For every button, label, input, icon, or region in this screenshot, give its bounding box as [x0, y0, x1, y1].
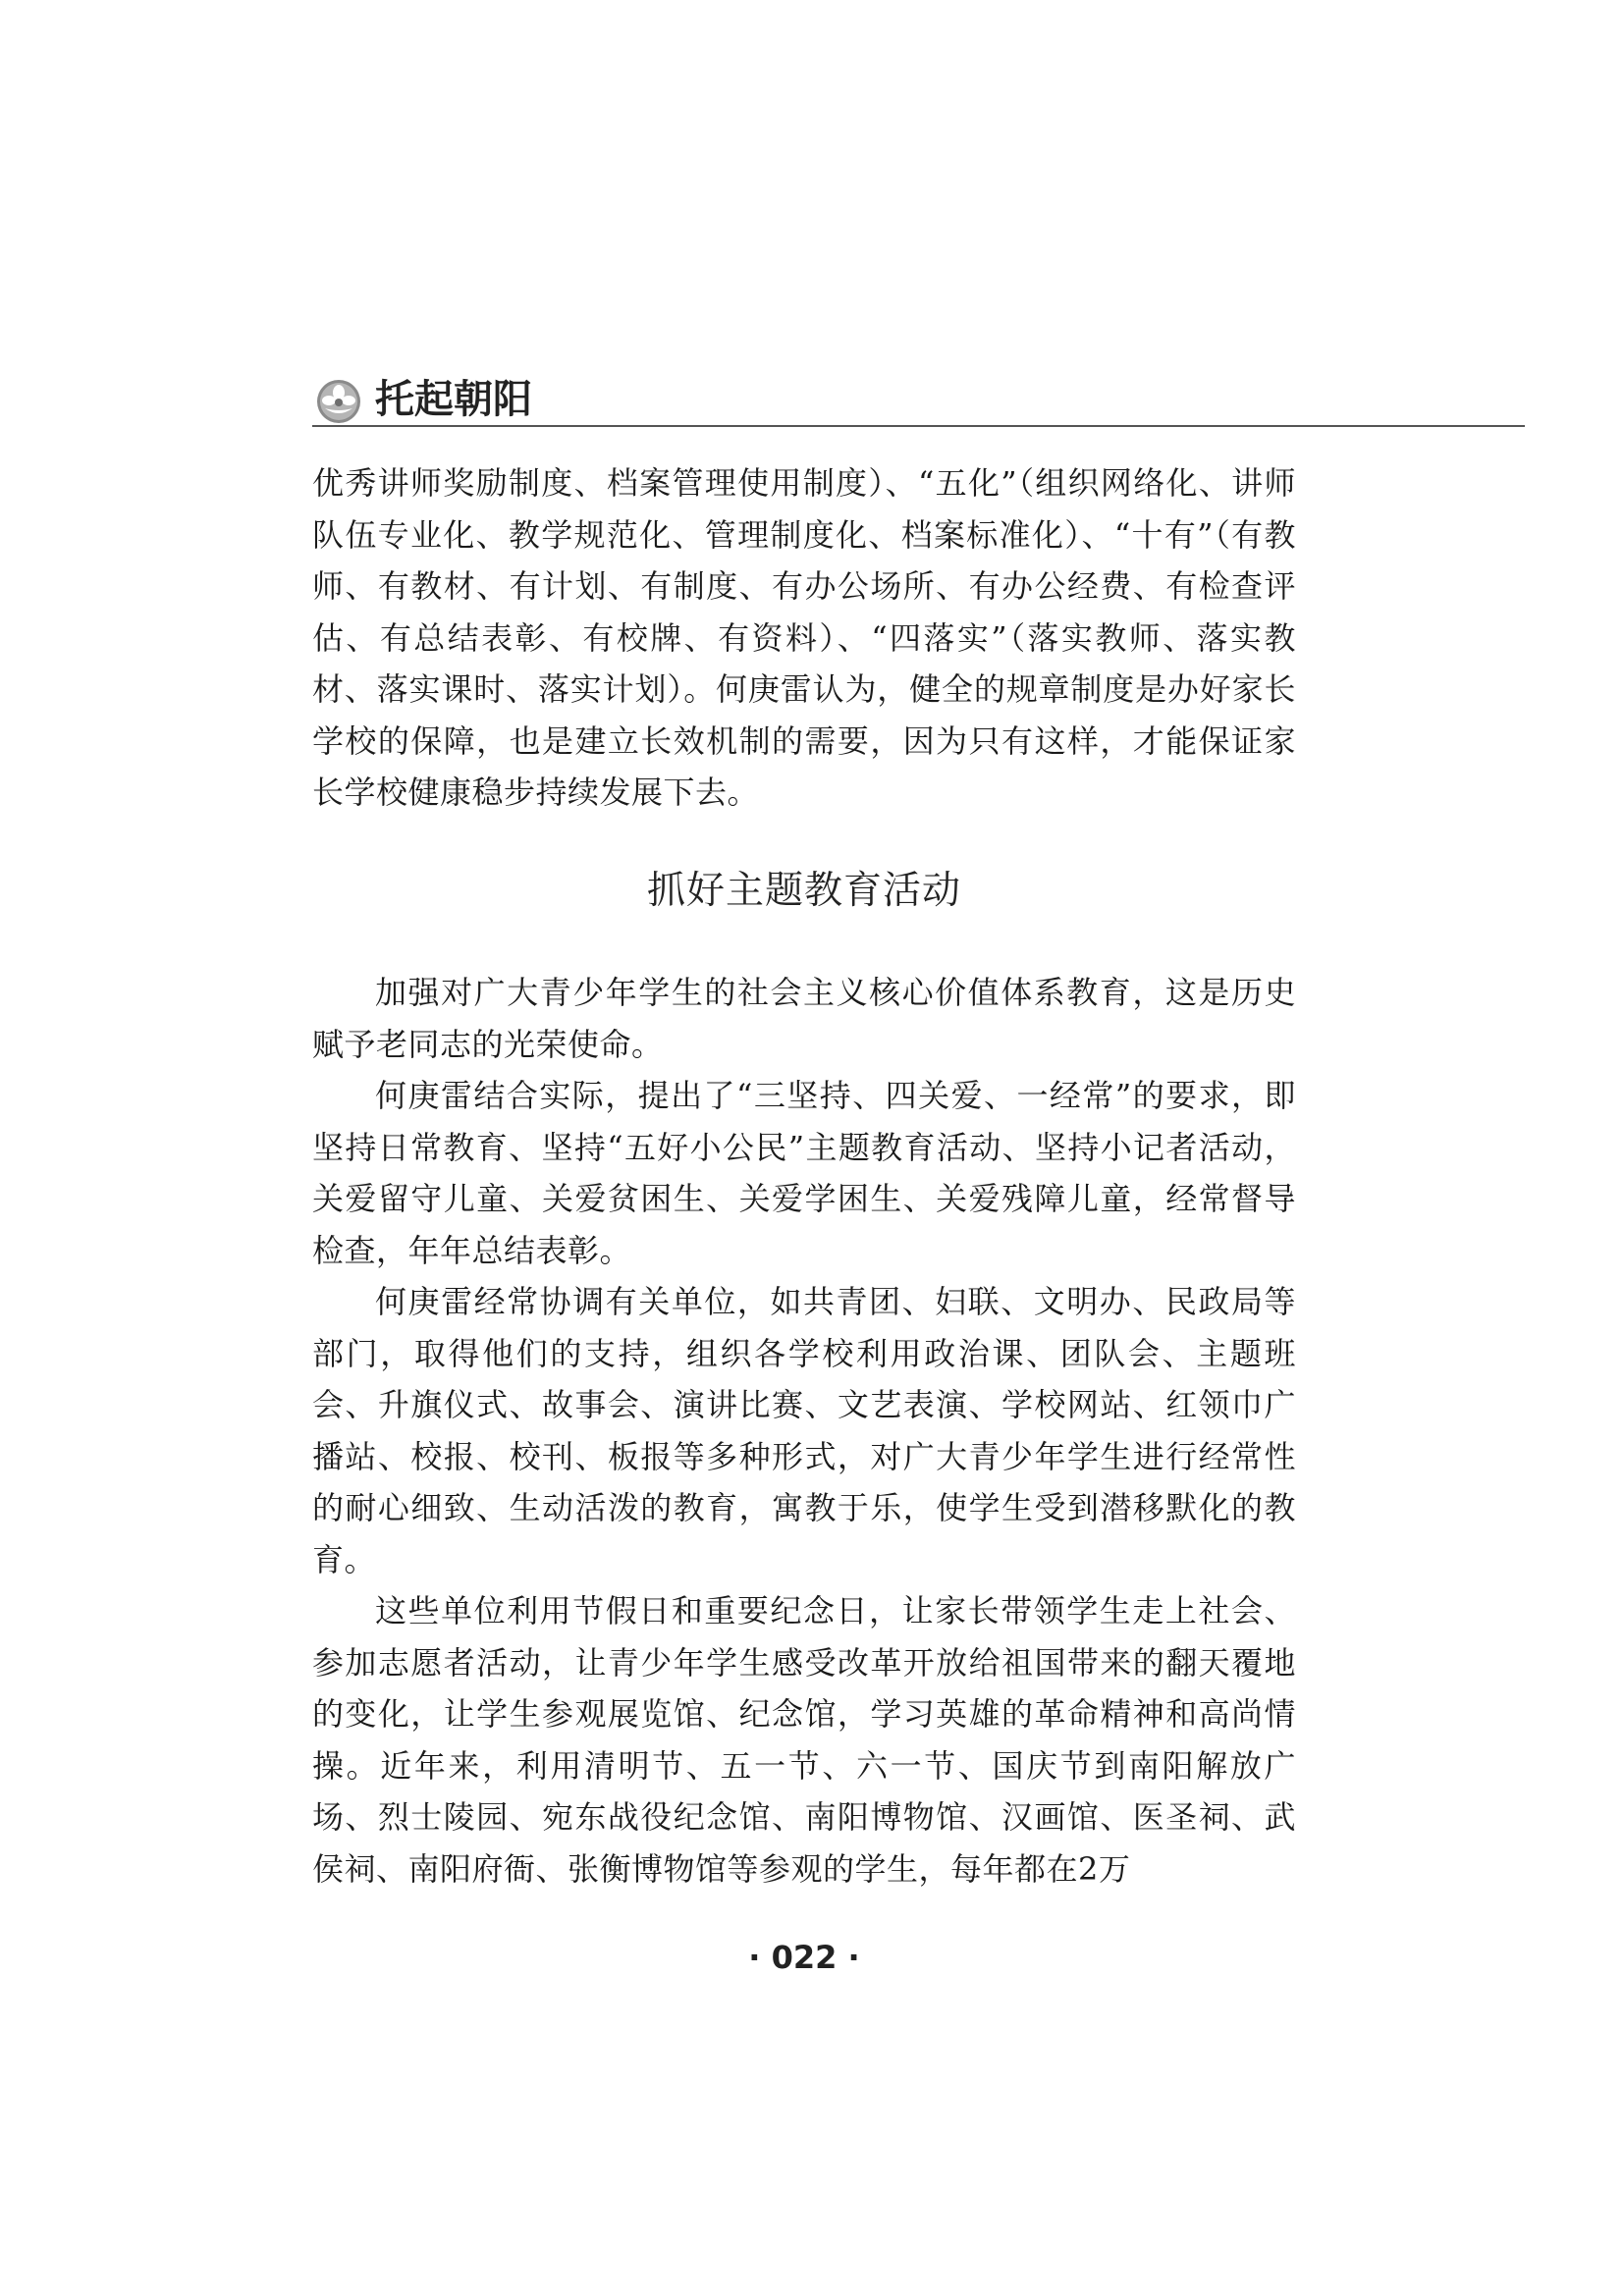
- paragraph: 优秀讲师奖励制度、档案管理使用制度）、“五化”（组织网络化、讲师队伍专业化、教学规范化、管理制度化、档案标准化）、“十有”（有教师、有教材、有计划、有制度、有办公场所、有办公经费、有检查评估、有总结表彰、有校牌、有资料）、“四落实”（落实教师、落实教材、落实课时、落实计划）。何庚雷认为，健全的规章制度是办好家长学校的保障，也是建立长效机制的需要，因为只有这样，才能保证家长学校健康稳步持续发展下去。: [312, 464, 1296, 811]
- section-body: [312, 967, 1296, 1895]
- header-rule: [312, 425, 1525, 427]
- section-heading: 抓好主题教育活动: [646, 869, 961, 913]
- header-title: 托起朝阳: [375, 377, 532, 422]
- flower-emblem-icon: [316, 379, 361, 424]
- paragraph: 何庚雷结合实际，提出了“三坚持、四关爱、一经常”的要求，即坚持日常教育、坚持“五好小公民”主题教育活动、坚持小记者活动，关爱留守儿童、关爱贫困生、关爱学困生、关爱残障儿童，经常督导检查，年年总结表彰。: [312, 1077, 1296, 1269]
- running-header: [316, 375, 1524, 426]
- paragraph: 何庚雷经常协调有关单位，如共青团、妇联、文明办、民政局等部门，取得他们的支持，组织各学校利用政治课、团队会、主题班会、升旗仪式、故事会、演讲比赛、文艺表演、学校网站、红领巾广播站、校报、校刊、板报等多种形式，对广大青少年学生进行经常性的耐心细致、生动活泼的教育，寓教于乐，使学生受到潜移默化的教育。: [312, 1283, 1296, 1578]
- page-number: · 022 ·: [748, 1939, 860, 1976]
- paragraph: 加强对广大青少年学生的社会主义核心价值体系教育，这是历史赋予老同志的光荣使命。: [312, 974, 1296, 1063]
- continued-paragraph-block: [312, 457, 1296, 819]
- paragraph: 这些单位利用节假日和重要纪念日，让家长带领学生走上社会、参加志愿者活动，让青少年学生感受改革开放给祖国带来的翻天覆地的变化，让学生参观展览馆、纪念馆，学习英雄的革命精神和高尚情操。近年来，利用清明节、五一节、六一节、国庆节到南阳解放广场、烈士陵园、宛东战役纪念馆、南阳博物馆、汉画馆、医圣祠、武侯祠、南阳府衙、张衡博物馆等参观的学生，每年都在2万: [312, 1592, 1296, 1888]
